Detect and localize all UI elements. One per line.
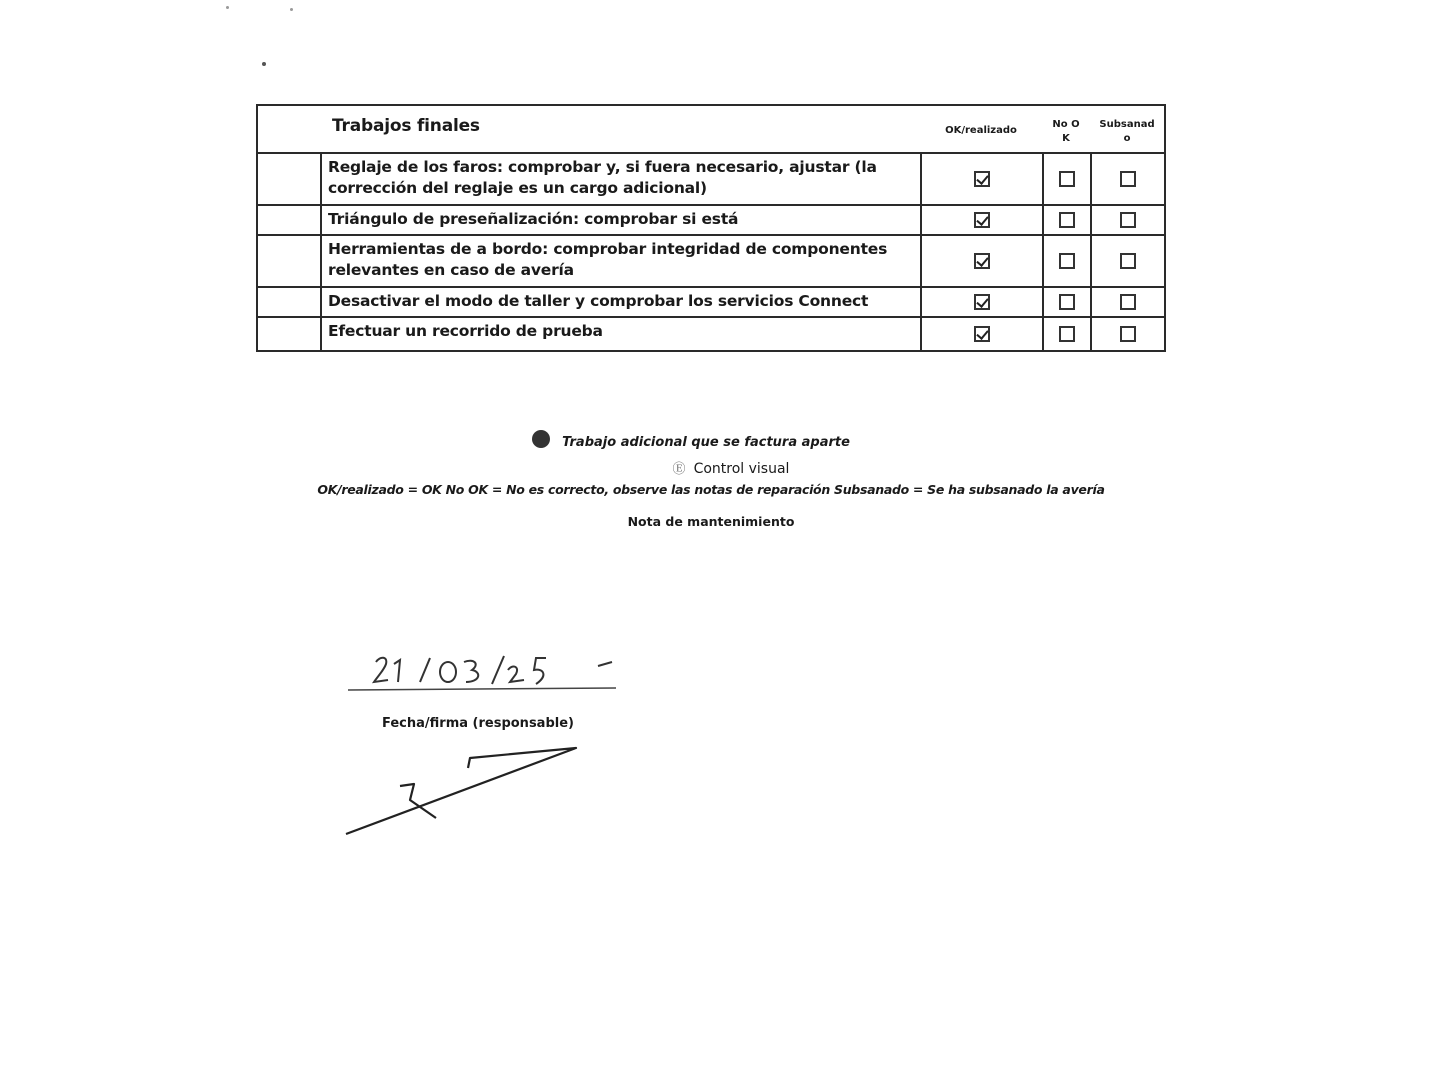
ok-checkbox[interactable] — [974, 212, 990, 228]
handwritten-signature — [340, 740, 640, 850]
nok-cell — [1042, 288, 1090, 316]
table-row — [258, 236, 1164, 288]
ok-cell — [920, 154, 1042, 204]
sub-cell — [1090, 206, 1164, 234]
ok-checkbox[interactable] — [974, 253, 990, 269]
scan-speck — [226, 6, 229, 9]
table-title: Trabajos finales — [332, 116, 480, 136]
row-text: Desactivar el modo de taller y comprobar los servicios Connect — [320, 288, 920, 316]
extra-work-icon — [532, 430, 550, 448]
ok-cell — [920, 288, 1042, 316]
nok-cell — [1042, 154, 1090, 204]
legend-extra-work-text: Trabajo adicional que se factura aparte — [562, 435, 850, 450]
nok-cell — [1042, 318, 1090, 350]
nok-checkbox[interactable] — [1059, 212, 1075, 228]
sub-checkbox[interactable] — [1120, 294, 1136, 310]
row-text: Reglaje de los faros: comprobar y, si fuera necesario, ajustar (la corrección del reglaje es un cargo adicional) — [320, 154, 920, 204]
scan-speck — [262, 62, 266, 66]
table-header — [258, 106, 1164, 154]
nok-checkbox[interactable] — [1059, 294, 1075, 310]
scan-speck — [290, 8, 293, 11]
eye-icon: Ⓔ — [672, 462, 686, 477]
ok-cell — [920, 236, 1042, 286]
legend-key: OK/realizado = OK No OK = No es correcto, observe las notas de reparación Subsanado = Se ha subsanado la avería — [317, 482, 1105, 497]
nok-checkbox[interactable] — [1059, 253, 1075, 269]
col-ok-header: OK/realizado — [945, 125, 1017, 136]
sub-checkbox[interactable] — [1120, 253, 1136, 269]
row-blank-cell — [258, 236, 320, 286]
table-row — [258, 154, 1164, 206]
ok-checkbox[interactable] — [974, 294, 990, 310]
legend-visual-control — [256, 458, 1166, 477]
ok-cell — [920, 206, 1042, 234]
table-row — [258, 288, 1164, 318]
row-text: Triángulo de preseñalización: comprobar si está — [320, 206, 920, 234]
legend-visual-text: Control visual — [693, 461, 790, 477]
sub-cell — [1090, 154, 1164, 204]
ok-checkbox[interactable] — [974, 326, 990, 342]
nok-cell — [1042, 236, 1090, 286]
ok-checkbox[interactable] — [974, 171, 990, 187]
handwritten-date — [340, 640, 640, 700]
row-text: Herramientas de a bordo: comprobar integridad de componentes relevantes en caso de avería — [320, 236, 920, 286]
nok-cell — [1042, 206, 1090, 234]
nok-checkbox[interactable] — [1059, 171, 1075, 187]
sub-checkbox[interactable] — [1120, 326, 1136, 342]
table-row — [258, 318, 1164, 350]
ok-cell — [920, 318, 1042, 350]
col-sub-header — [1090, 106, 1164, 152]
col-sub-label: Subsanado — [1099, 119, 1155, 144]
legend-extra-work — [256, 430, 1166, 450]
signature-block — [340, 640, 640, 850]
maintenance-note: Nota de mantenimiento — [627, 514, 795, 529]
col-nok-label: No OK — [1052, 119, 1080, 144]
signature-label: Fecha/firma (responsable) — [382, 716, 574, 731]
sub-checkbox[interactable] — [1120, 171, 1136, 187]
sub-checkbox[interactable] — [1120, 212, 1136, 228]
row-blank-cell — [258, 288, 320, 316]
sub-cell — [1090, 236, 1164, 286]
row-blank-cell — [258, 318, 320, 350]
nok-checkbox[interactable] — [1059, 326, 1075, 342]
sub-cell — [1090, 288, 1164, 316]
sub-cell — [1090, 318, 1164, 350]
col-nok-header — [1042, 106, 1090, 152]
row-text: Efectuar un recorrido de prueba — [320, 318, 920, 350]
final-work-table — [256, 104, 1166, 352]
row-blank-cell — [258, 206, 320, 234]
row-blank-cell — [258, 154, 320, 204]
table-row — [258, 206, 1164, 236]
